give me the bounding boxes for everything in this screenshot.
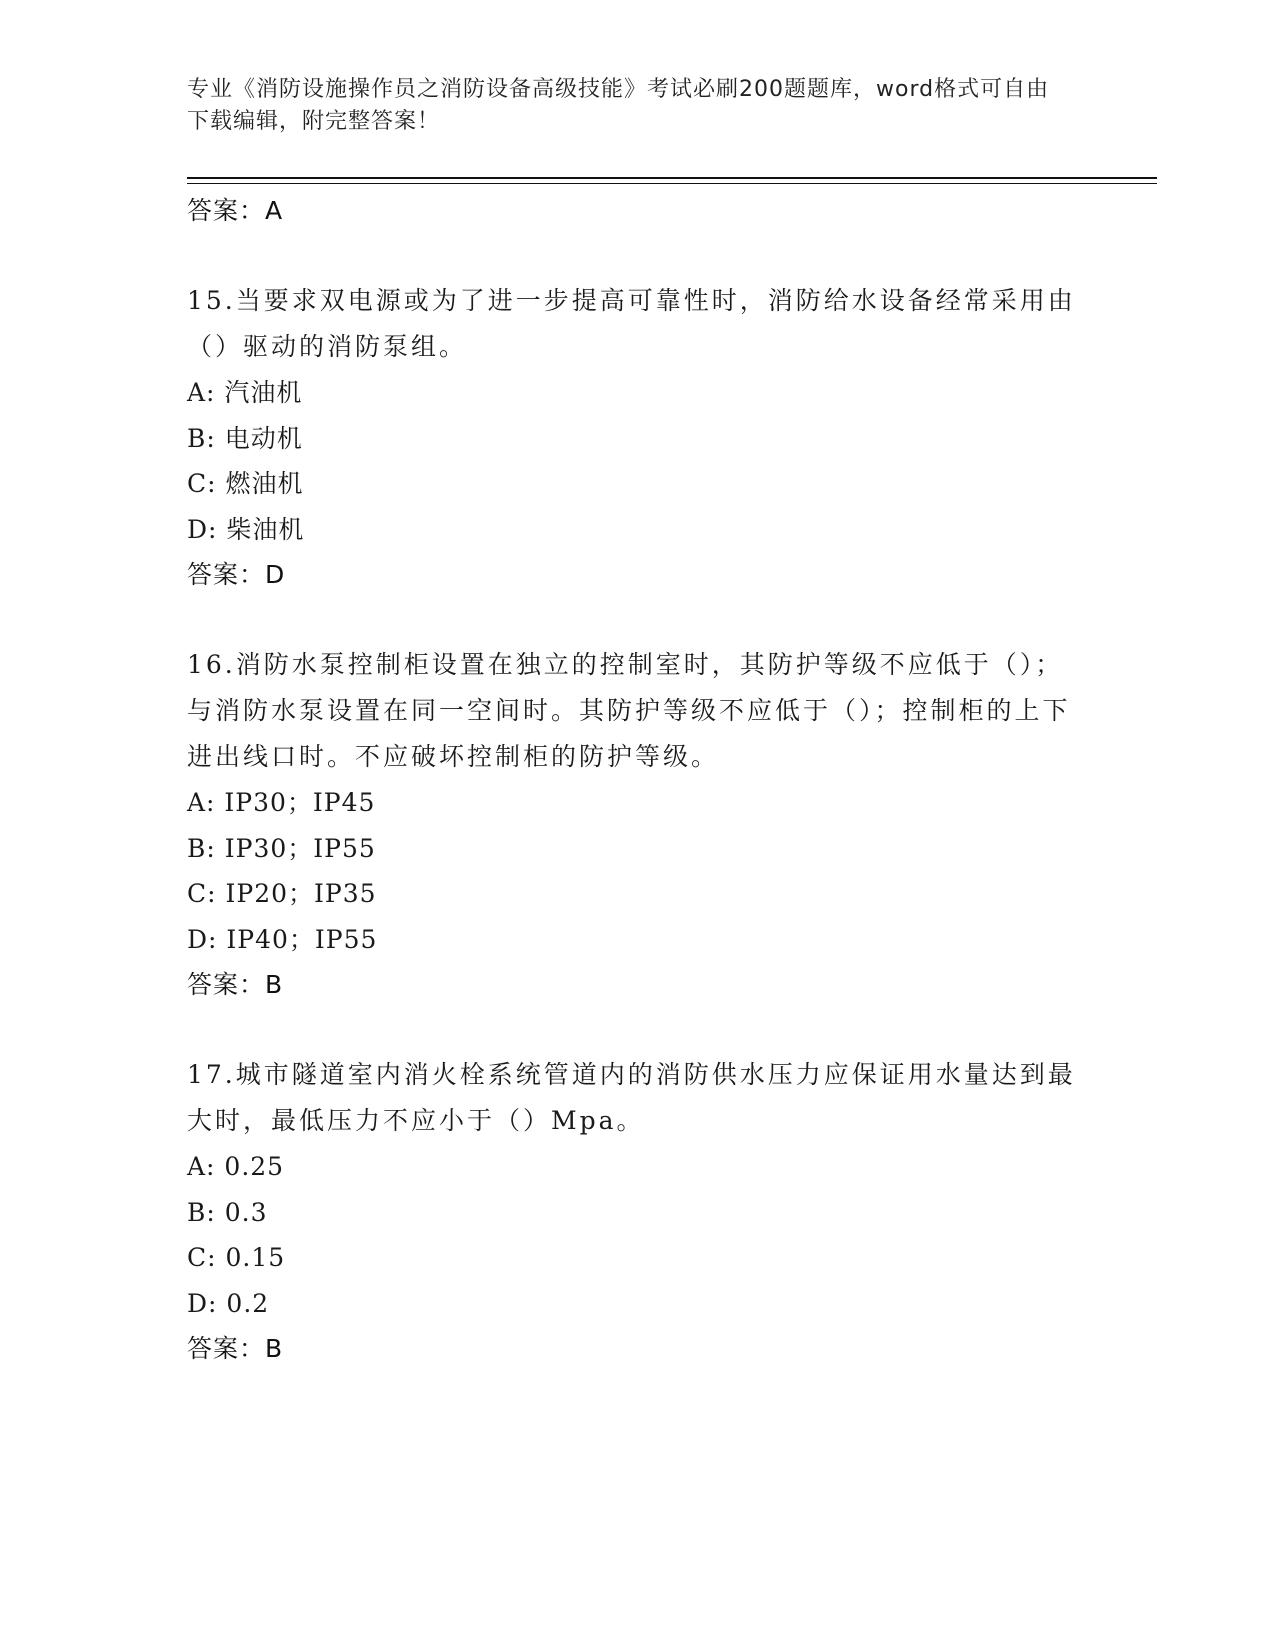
answer-line: 答案：B (187, 1334, 284, 1363)
option-c: C: IP20；IP35 (187, 879, 377, 908)
question-item (187, 278, 1087, 598)
answer-line: 答案：D (187, 560, 286, 589)
option-b: B: IP30；IP55 (187, 833, 376, 863)
answer-line: 答案：A (187, 196, 284, 225)
option-b: B: 电动机 (187, 423, 303, 453)
question-text: 17.城市隧道室内消火栓系统管道内的消防供水压力应保证用水量达到最大时，最低压力不应小于（）Mpa。 (187, 1060, 1076, 1135)
document-header-title: 专业《消防设施操作员之消防设备高级技能》考试必刷200题题库，word格式可自由下载编辑，附完整答案！ (187, 77, 1050, 134)
header-divider-thick (187, 177, 1157, 179)
question-text: 15.当要求双电源或为了进一步提高可靠性时，消防给水设备经常采用由（）驱动的消防泵组。 (187, 286, 1076, 361)
option-c: C: 0.15 (187, 1243, 286, 1272)
option-d: D: 柴油机 (187, 514, 305, 544)
option-d: D: IP40；IP55 (187, 924, 378, 954)
option-a: A: 汽油机 (187, 378, 303, 407)
answer-line: 答案：B (187, 970, 284, 999)
option-a: A: IP30；IP45 (187, 788, 376, 817)
option-d: D: 0.2 (187, 1288, 270, 1318)
question-item (187, 642, 1087, 1008)
option-c: C: 燃油机 (187, 469, 304, 498)
question-item (187, 1052, 1087, 1372)
option-b: B: 0.3 (187, 1197, 268, 1227)
header-divider-thin (187, 183, 1157, 184)
option-a: A: 0.25 (187, 1152, 285, 1181)
question-list (187, 188, 1087, 1372)
question-text: 16.消防水泵控制柜设置在独立的控制室时，其防护等级不应低于（）；与消防水泵设置在同一空间时。其防护等级不应低于（）；控制柜的上下进出线口时。不应破坏控制柜的防护等级。 (187, 650, 1071, 771)
